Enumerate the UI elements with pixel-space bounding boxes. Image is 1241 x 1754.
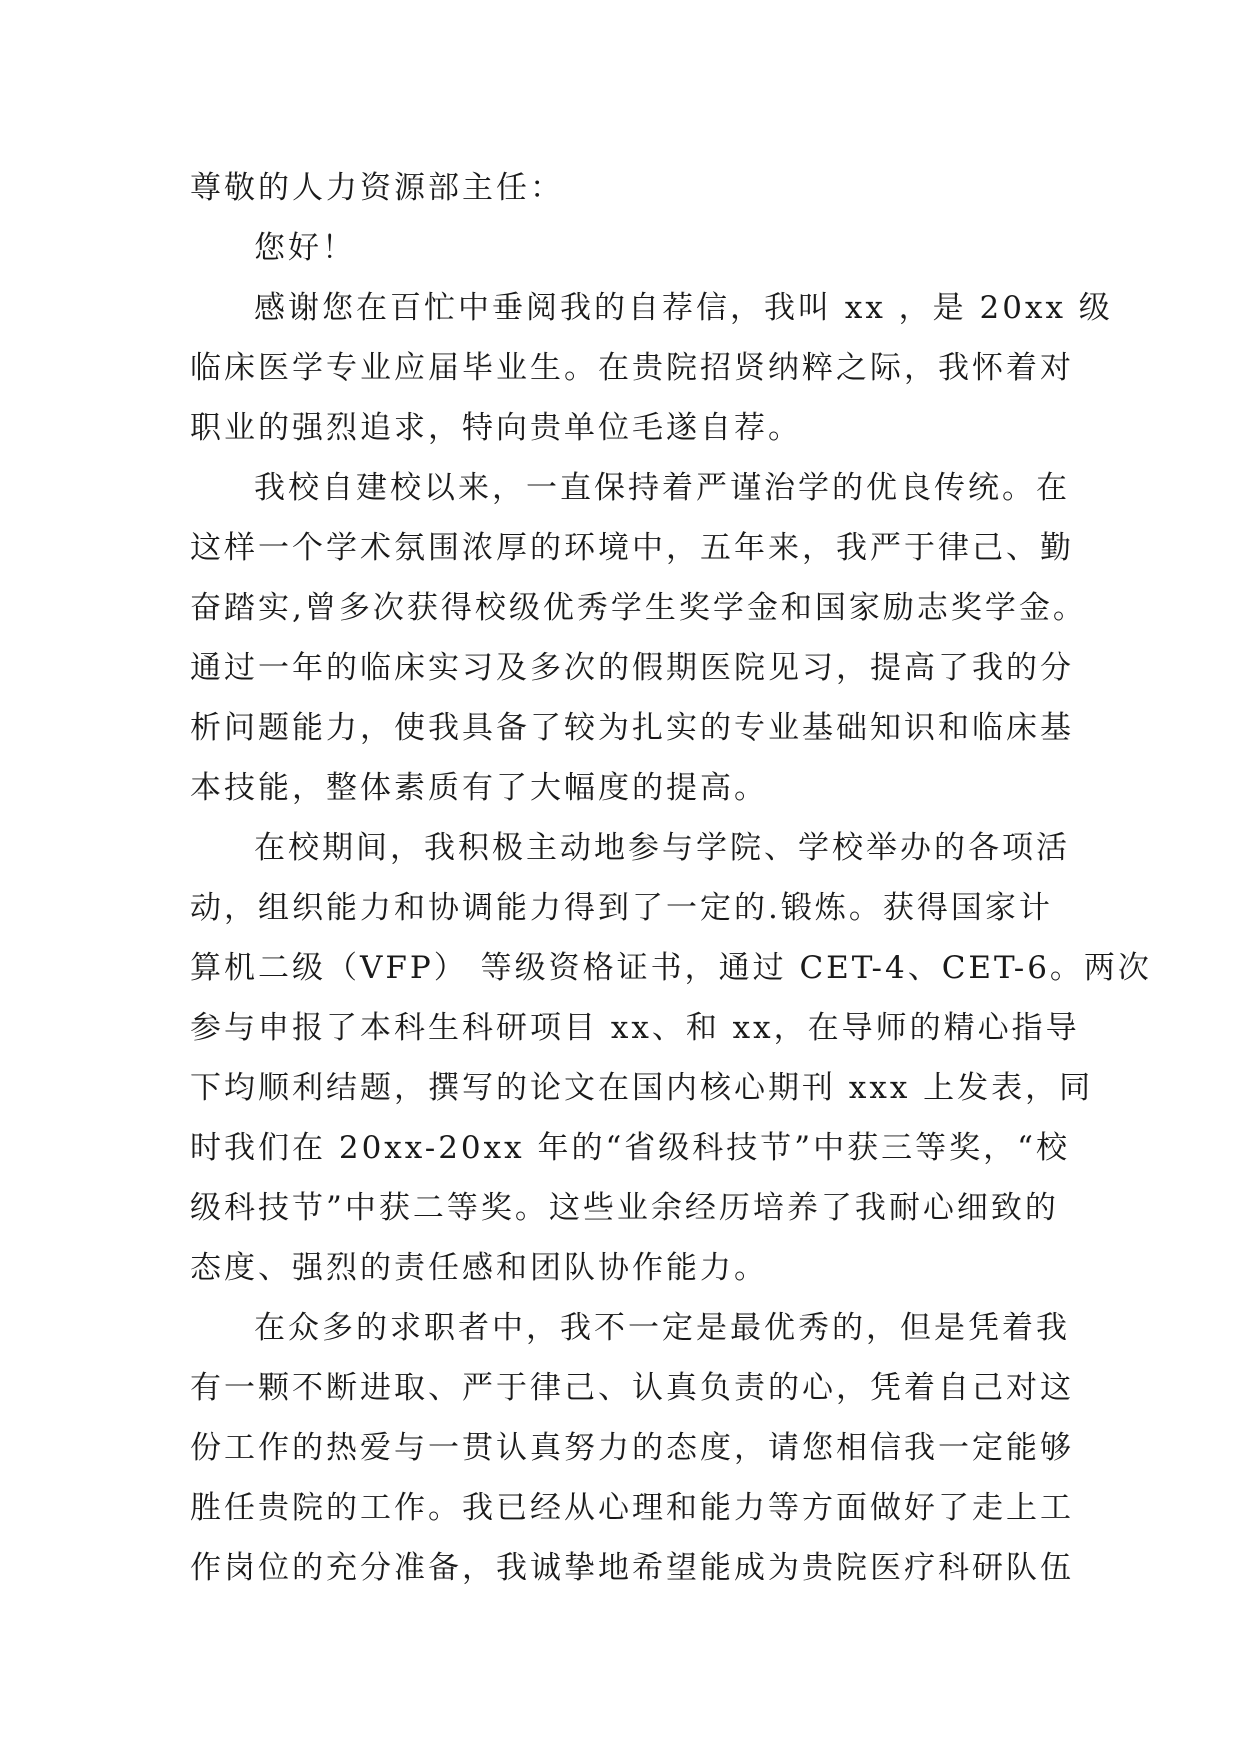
paragraph-4 <box>190 1298 1074 1598</box>
paragraph-line: 奋踏实,曾多次获得校级优秀学生奖学金和国家励志奖学金。 <box>190 590 1087 626</box>
paragraph-line: 本技能，整体素质有了大幅度的提高。 <box>190 770 768 806</box>
paragraph-line: 临床医学专业应届毕业生。在贵院招贤纳粹之际，我怀着对 <box>190 350 1074 386</box>
paragraph-line: 态度、强烈的责任感和团队协作能力。 <box>190 1250 768 1286</box>
paragraph-line: 算机二级（VFP） 等级资格证书，通过 CET-4、CET-6。两次 <box>190 950 1152 986</box>
paragraph-line: 参与申报了本科生科研项目 xx、和 xx，在导师的精心指导 <box>190 1010 1080 1046</box>
paragraph-line: 析问题能力，使我具备了较为扎实的专业基础知识和临床基 <box>190 710 1074 746</box>
paragraph-line: 我校自建校以来，一直保持着严谨治学的优良传统。在 <box>254 470 1070 506</box>
paragraph-line: 感谢您在百忙中垂阅我的自荐信，我叫 xx ，是 20xx 级 <box>254 290 1113 326</box>
greeting: 您好！ <box>254 230 356 266</box>
paragraph-line: 作岗位的充分准备，我诚挚地希望能成为贵院医疗科研队伍 <box>190 1550 1074 1586</box>
paragraph-line: 份工作的热爱与一贯认真努力的态度，请您相信我一定能够 <box>190 1430 1074 1466</box>
paragraph-line: 有一颗不断进取、严于律己、认真负责的心，凭着自己对这 <box>190 1370 1074 1406</box>
paragraph-line: 动，组织能力和协调能力得到了一定的.锻炼。获得国家计 <box>190 890 1053 926</box>
paragraph-line: 在校期间，我积极主动地参与学院、学校举办的各项活 <box>254 830 1070 866</box>
paragraph-line: 下均顺利结题，撰写的论文在国内核心期刊 xxx 上发表，同 <box>190 1070 1094 1106</box>
paragraph-line: 胜任贵院的工作。我已经从心理和能力等方面做好了走上工 <box>190 1490 1074 1526</box>
letter-body <box>190 158 1152 1598</box>
paragraph-line: 通过一年的临床实习及多次的假期医院见习，提高了我的分 <box>190 650 1074 686</box>
paragraph-1 <box>190 278 1113 458</box>
salutation: 尊敬的人力资源部主任： <box>190 170 564 206</box>
paragraph-line: 职业的强烈追求，特向贵单位毛遂自荐。 <box>190 410 802 446</box>
paragraph-line: 这样一个学术氛围浓厚的环境中，五年来，我严于律己、勤 <box>190 530 1074 566</box>
paragraph-2 <box>190 458 1087 818</box>
paragraph-line: 级科技节”中获二等奖。这些业余经历培养了我耐心细致的 <box>190 1190 1059 1226</box>
paragraph-3 <box>190 818 1152 1298</box>
paragraph-line: 时我们在 20xx-20xx 年的“省级科技节”中获三等奖，“校 <box>190 1130 1071 1166</box>
paragraph-line: 在众多的求职者中，我不一定是最优秀的，但是凭着我 <box>254 1310 1070 1346</box>
